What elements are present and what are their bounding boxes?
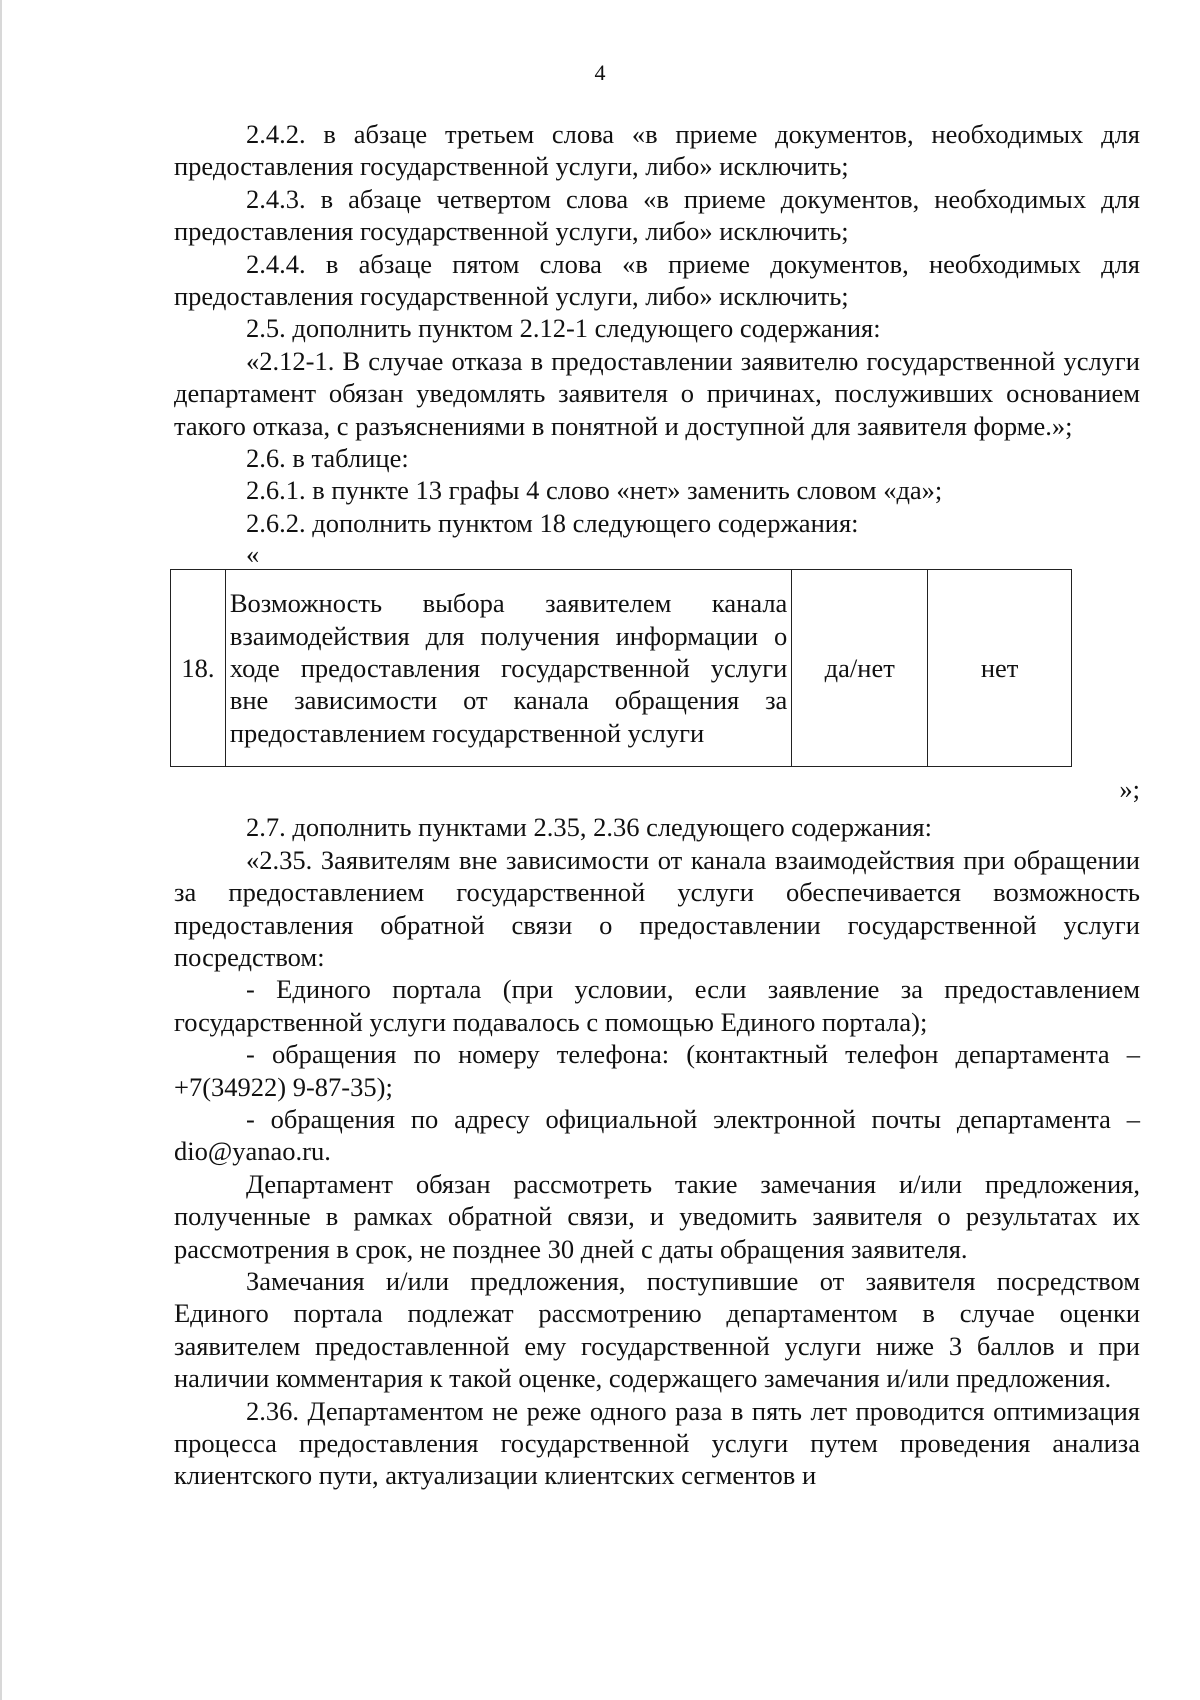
document-body	[174, 118, 1140, 1492]
inserted-table	[170, 569, 1072, 767]
table-open-quote: «	[246, 539, 260, 570]
paragraph: Департамент обязан рассмотреть такие замечания и/или предложения, полученные в рамках обратной связи, и уведомить заявителя о результатах их рассмотрения в срок, не позднее 30 дней с даты обращения заявителя.	[174, 1168, 1140, 1264]
paragraph: 2.36. Департаментом не реже одного раза в пять лет проводится оптимизация процесса предоставления государственной услуги путем проведения анализа клиентского пути, актуализации клиентских сегментов и	[174, 1395, 1140, 1491]
paragraph: - Единого портала (при условии, если заявление за предоставлением государственной услуги подавалось с помощью Единого портала);	[174, 974, 1140, 1037]
paragraph: - обращения по номеру телефона: (контактный телефон департамента – +7(34922) 9-87-35);	[174, 1039, 1140, 1102]
table-row	[171, 570, 1072, 767]
row-options-cell: да/нет	[792, 570, 928, 767]
page-number: 4	[594, 60, 606, 85]
paragraph: 2.4.2. в абзаце третьем слова «в приеме документов, необходимых для предоставления государственной услуги, либо» исключить;	[174, 119, 1140, 182]
scan-edge	[0, 0, 2, 1700]
paragraph: Замечания и/или предложения, поступившие от заявителя посредством Единого портала подлежат рассмотрению департаментом в случае оценки заявителем предоставленной ему государственной услуги ниже 3 баллов и при наличии комментария к такой оценке, содержащего замечания и/или предложения.	[174, 1265, 1140, 1394]
paragraph: «2.35. Заявителям вне зависимости от канала взаимодействия при обращении за предоставлением государственной услуги обеспечивается возможность предоставления обратной связи о предоставлении государственной услуги посредством:	[174, 844, 1140, 972]
row-description-cell: Возможность выбора заявителем канала взаимодействия для получения информации о ходе предоставления государственной услуги вне зависимости от канала обращения за предоставлением государственной услуги	[225, 570, 791, 767]
paragraph: 2.6.2. дополнить пунктом 18 следующего содержания:	[246, 507, 859, 538]
paragraph: 2.5. дополнить пунктом 2.12-1 следующего содержания:	[246, 313, 881, 344]
paragraph: 2.4.3. в абзаце четвертом слова «в приеме документов, необходимых для предоставления государственной услуги, либо» исключить;	[174, 183, 1140, 247]
paragraph: 2.6.1. в пункте 13 графы 4 слово «нет» заменить словом «да»;	[246, 475, 943, 506]
paragraph: - обращения по адресу официальной электронной почты департамента – dio@yanao.ru.	[174, 1103, 1140, 1167]
paragraph: 2.6. в таблице:	[246, 443, 409, 474]
row-number-cell: 18.	[171, 570, 226, 767]
paragraph: «2.12-1. В случае отказа в предоставлении заявителю государственной услуги департамент обязан уведомлять заявителя о причинах, послуживших основанием такого отказа, с разъяснениями в понятной и доступной для заявителя форме.»;	[174, 345, 1140, 441]
paragraph: 2.7. дополнить пунктами 2.35, 2.36 следующего содержания:	[246, 812, 932, 843]
table-close-quote: »;	[1119, 774, 1140, 805]
row-value-cell: нет	[928, 570, 1072, 767]
paragraph: 2.4.4. в абзаце пятом слова «в приеме документов, необходимых для предоставления государственной услуги, либо» исключить;	[174, 248, 1140, 312]
